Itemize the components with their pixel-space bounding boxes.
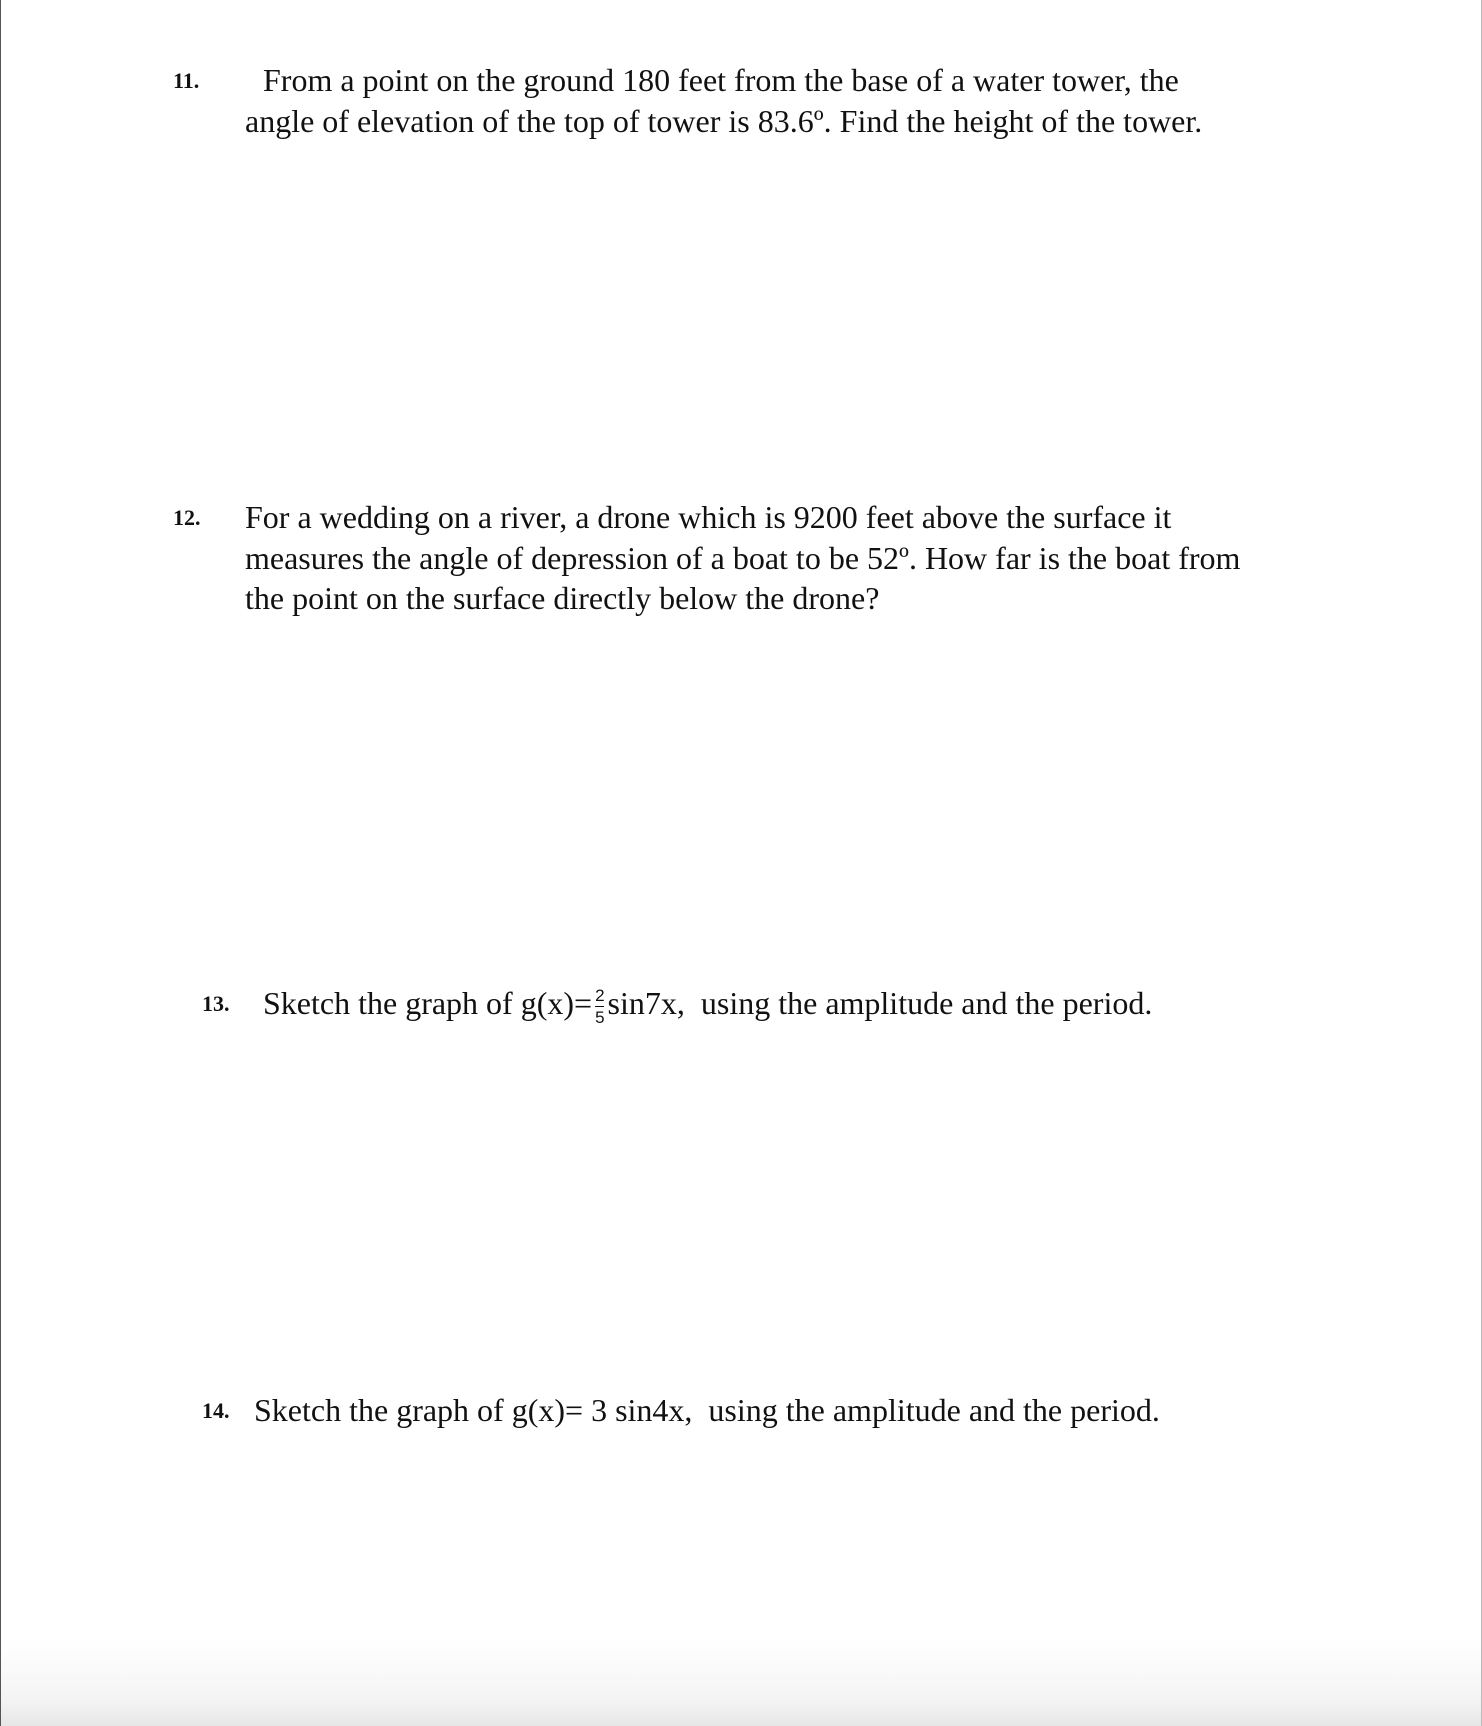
question-text — [263, 983, 1152, 1026]
question-number: 14. — [202, 1398, 230, 1423]
question-text: measures the angle of depression of a boat to be 52º. How far is the boat from — [245, 540, 1241, 576]
question-text: angle of elevation of the top of tower is 83.6º. Find the height of the tower. — [245, 103, 1203, 139]
denominator: 5 — [595, 1008, 605, 1028]
question-text: For a wedding on a river, a drone which is 9200 feet above the surface it — [245, 499, 1172, 535]
question-text: the point on the surface directly below the drone? — [245, 580, 880, 616]
question-number: 11. — [173, 68, 200, 93]
question-text: From a point on the ground 180 feet from the base of a water tower, the — [263, 62, 1179, 98]
fraction-bar — [595, 1006, 604, 1007]
question-text: Sketch the graph of g(x)= 3 sin4x, using the amplitude and the period. — [254, 1392, 1160, 1428]
fraction — [595, 987, 604, 1026]
text-before: Sketch the graph of g(x)= — [263, 985, 593, 1021]
text-after: sin7x, using the amplitude and the period. — [607, 985, 1153, 1021]
numerator: 2 — [595, 986, 605, 1006]
question-number: 12. — [173, 505, 201, 530]
question-number: 13. — [202, 991, 230, 1016]
